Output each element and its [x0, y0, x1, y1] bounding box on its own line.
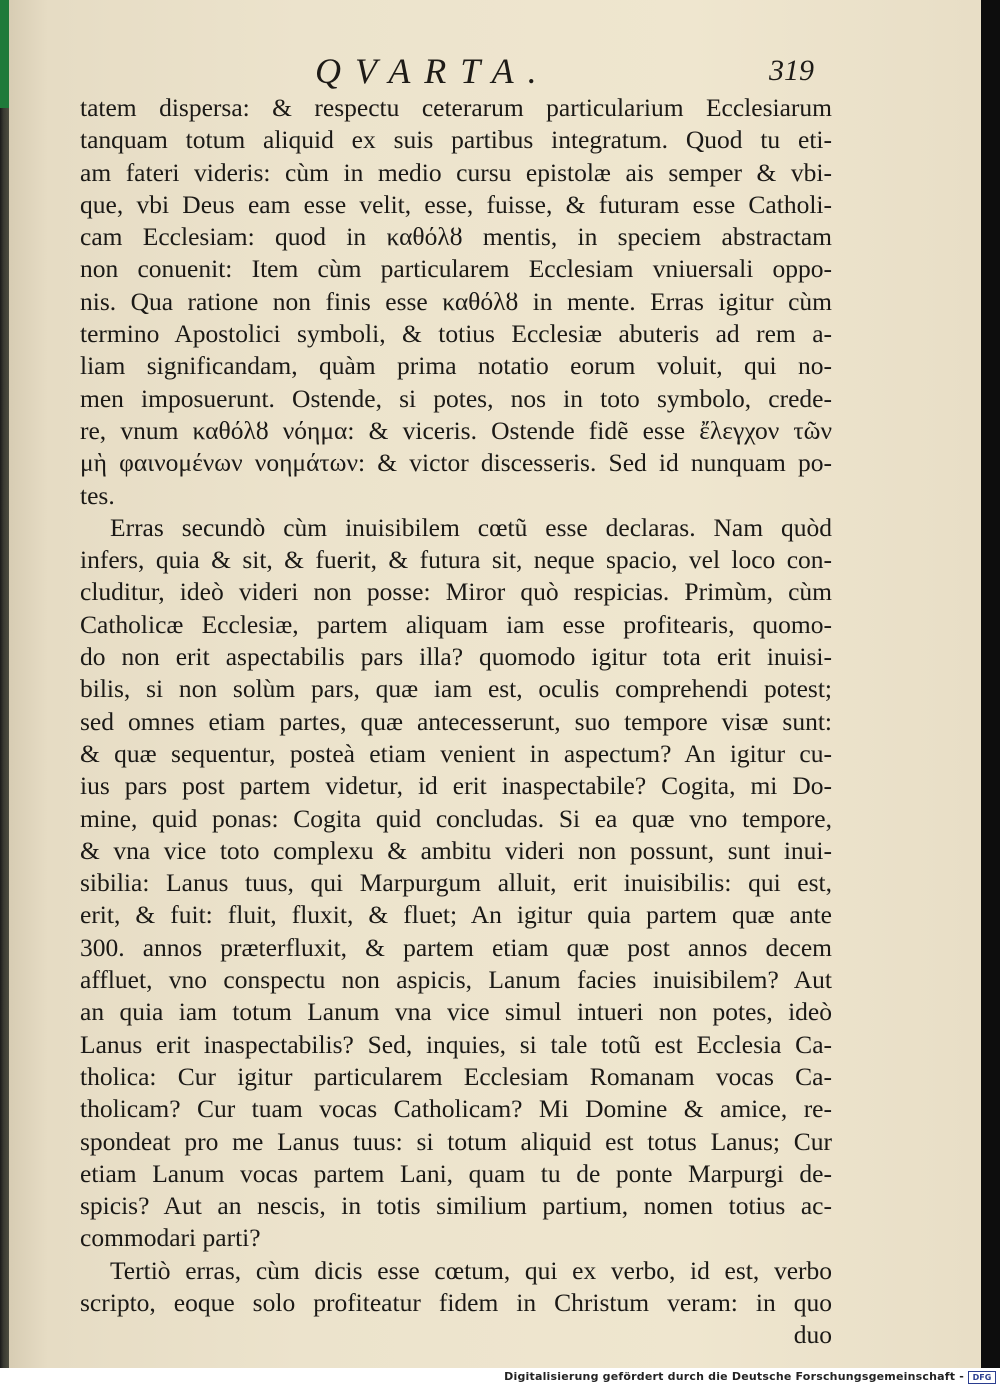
dfg-logo-icon: DFG [968, 1371, 996, 1384]
text-line: am fateri videris: cùm in medio cursu epistolæ ais semper & vbi- [80, 157, 832, 187]
text-line: erit, & fuit: fluit, fluxit, & fluet; An igitur quia partem quæ ante [80, 900, 832, 930]
text-line: an quia iam totum Lanum vna vice simul intueri non potes, ideò [80, 997, 832, 1027]
funding-notice: Digitalisierung gefördert durch die Deutsche Forschungsgemeinschaft - [504, 1370, 964, 1383]
text-line: infers, quia & sit, & fuerit, & futura sit, neque spacio, vel loco con- [80, 545, 832, 575]
text-line: tanquam totum aliquid ex suis partibus integratum. Quod tu eti- [80, 125, 832, 155]
text-line: do non erit aspectabilis pars illa? quomodo igitur tota erit inuisi- [80, 642, 832, 672]
text-line: commodari parti? [80, 1223, 261, 1253]
text-line: tatem dispersa: & respectu ceterarum particularium Ecclesiarum [80, 93, 832, 122]
body-text [80, 92, 832, 1352]
running-head [9, 50, 981, 96]
text-line: Catholicæ Ecclesiæ, partem aliquam iam esse profitearis, quomo- [80, 609, 832, 639]
text-line: re, vnum καθόλȣ νόημα: & viceris. Ostende fidẽ esse ἔλεγχον τῶν [80, 415, 832, 445]
text-line: bilis, si non solùm pars, quæ iam est, oculis comprehendi potest; [80, 674, 832, 704]
text-line: scripto, eoque solo profiteatur fidem in Christum veram: in quo [80, 1287, 832, 1317]
text-line: liam significandam, quàm prima notatio eorum voluit, qui no- [80, 351, 832, 381]
text-line: & quæ sequentur, posteà etiam venient in aspectum? An igitur cu- [80, 738, 832, 768]
text-line: affluet, vno conspectu non aspicis, Lanum facies inuisibilem? Aut [80, 965, 832, 995]
book-page [9, 0, 981, 1368]
text-line: sed omnes etiam partes, quæ antecesserunt, suo tempore visæ sunt: [80, 706, 832, 736]
text-line: que, vbi Deus eam esse velit, esse, fuisse, & futuram esse Catholi- [80, 189, 832, 219]
text-line: spondeat pro me Lanus tuus: si totum aliquid est totus Lanus; Cur [80, 1126, 832, 1156]
text-line: men imposuerunt. Ostende, si potes, nos in toto symbolo, crede- [80, 383, 832, 413]
text-line: non conuenit: Item cùm particularem Ecclesiam vniuersali oppo- [80, 254, 832, 284]
text-line: etiam Lanum vocas partem Lani, quam tu de ponte Marpurgi de- [80, 1158, 832, 1188]
footer-bar [0, 1368, 1000, 1387]
text-line: 300. annos præterfluxit, & partem etiam quæ post annos decem [80, 932, 832, 962]
text-line: tes. [80, 480, 115, 510]
text-line: & vna vice toto complexu & ambitu videri non possunt, sunt inui- [80, 835, 832, 865]
paragraph-start-line: Tertiò erras, cùm dicis esse cœtum, qui ex verbo, id est, verbo [110, 1255, 832, 1285]
text-line: termino Apostolici symboli, & totius Ecclesiæ abuteris ad rem a- [80, 319, 832, 349]
text-line: spicis? Aut an nescis, in totis similium partium, nomen totius ac- [80, 1191, 832, 1221]
text-line: tholicam? Cur tuam vocas Catholicam? Mi Domine & amice, re- [80, 1094, 832, 1124]
paragraph-start-line: Erras secundò cùm inuisibilem cœtũ esse declaras. Nam quòd [110, 512, 832, 542]
text-line: Lanus erit inaspectabilis? Sed, inquies, si tale totũ est Ecclesia Ca- [80, 1029, 832, 1059]
text-line: cluditur, ideò videri non posse: Miror quò respicias. Primùm, cùm [80, 577, 832, 607]
text-line: mine, quid ponas: Cogita quid concludas. Si ea quæ vno tempore, [80, 803, 832, 833]
text-line: sibilia: Lanus tuus, qui Marpurgum alluit, erit inuisibilis: qui est, [80, 868, 832, 898]
text-line: ius pars post partem videtur, id erit inaspectabile? Cogita, mi Do- [80, 771, 832, 801]
book-spine [0, 0, 9, 1368]
text-line: μὴ φαινομένων νοημάτων: & victor discesseris. Sed id nunquam po- [80, 448, 832, 478]
text-line: tholica: Cur igitur particularem Ecclesiam Romanam vocas Ca- [80, 1061, 832, 1091]
catchword: duo [793, 1320, 832, 1350]
text-line: nis. Qua ratione non finis esse καθόλȣ in mente. Erras igitur cùm [80, 286, 832, 316]
running-title: QVARTA. [315, 51, 551, 91]
page-number: 319 [769, 54, 814, 87]
text-line: cam Ecclesiam: quod in καθόλȣ mentis, in speciem abstractam [80, 222, 832, 252]
